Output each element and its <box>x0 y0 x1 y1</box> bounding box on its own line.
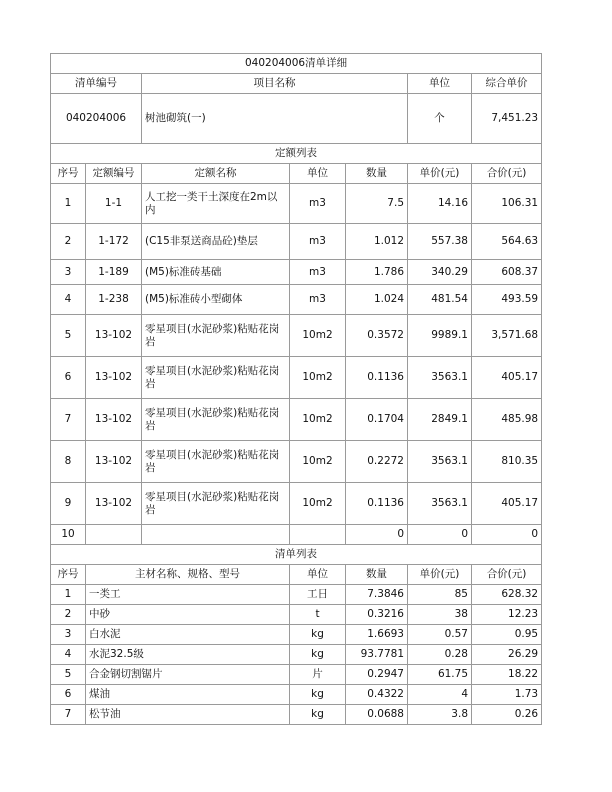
quota-total: 608.37 <box>472 260 542 285</box>
quota-no: 7 <box>51 399 86 441</box>
quota-row <box>51 224 542 260</box>
quota-total: 564.63 <box>472 224 542 260</box>
material-no: 7 <box>51 705 86 725</box>
quota-row <box>51 441 542 483</box>
material-unit-price: 3.8 <box>408 705 472 725</box>
quota-unit: 10m2 <box>290 441 346 483</box>
material-header-cell: 序号 <box>51 565 86 585</box>
material-unit: 片 <box>290 665 346 685</box>
material-header-cell: 单价(元) <box>408 565 472 585</box>
quota-qty: 1.786 <box>346 260 408 285</box>
quota-unit: m3 <box>290 285 346 315</box>
quota-total: 3,571.68 <box>472 315 542 357</box>
quota-row <box>51 399 542 441</box>
quota-no: 5 <box>51 315 86 357</box>
quota-code: 13-102 <box>86 483 142 525</box>
quota-header-row <box>51 164 542 184</box>
quota-name: 人工挖一类干土深度在2m以内 <box>142 184 290 224</box>
material-unit: kg <box>290 625 346 645</box>
quota-no: 8 <box>51 441 86 483</box>
quota-unit-price: 2849.1 <box>408 399 472 441</box>
quota-header-cell: 数量 <box>346 164 408 184</box>
material-qty: 0.3216 <box>346 605 408 625</box>
quota-code: 1-1 <box>86 184 142 224</box>
material-qty: 93.7781 <box>346 645 408 665</box>
quota-qty: 0.1704 <box>346 399 408 441</box>
bill-name-header: 项目名称 <box>142 74 408 94</box>
material-header-cell: 单位 <box>290 565 346 585</box>
quota-no: 6 <box>51 357 86 399</box>
quota-unit-price: 3563.1 <box>408 357 472 399</box>
quota-unit: m3 <box>290 184 346 224</box>
material-unit: t <box>290 605 346 625</box>
quota-row <box>51 483 542 525</box>
quota-no: 10 <box>51 525 86 545</box>
quota-code: 13-102 <box>86 315 142 357</box>
material-no: 2 <box>51 605 86 625</box>
table-body <box>51 54 542 725</box>
quota-name: 零星项目(水泥砂浆)粘贴花岗岩 <box>142 483 290 525</box>
material-name: 中砂 <box>86 605 290 625</box>
quota-unit-price: 3563.1 <box>408 441 472 483</box>
quota-header-cell: 单价(元) <box>408 164 472 184</box>
material-qty: 0.0688 <box>346 705 408 725</box>
quota-unit-price: 3563.1 <box>408 483 472 525</box>
material-qty: 0.2947 <box>346 665 408 685</box>
material-header-cell: 数量 <box>346 565 408 585</box>
bill-code-header: 清单编号 <box>51 74 142 94</box>
quota-row <box>51 184 542 224</box>
quota-unit: 10m2 <box>290 315 346 357</box>
material-name: 水泥32.5级 <box>86 645 290 665</box>
quota-total: 106.31 <box>472 184 542 224</box>
quota-unit-price: 14.16 <box>408 184 472 224</box>
quota-qty: 0.2272 <box>346 441 408 483</box>
quota-unit <box>290 525 346 545</box>
quota-total: 405.17 <box>472 483 542 525</box>
quota-header-cell: 单位 <box>290 164 346 184</box>
quota-unit-price: 9989.1 <box>408 315 472 357</box>
material-no: 5 <box>51 665 86 685</box>
material-row <box>51 645 542 665</box>
quota-unit-price: 481.54 <box>408 285 472 315</box>
quota-code: 13-102 <box>86 399 142 441</box>
material-unit: kg <box>290 645 346 665</box>
quota-name: (M5)标准砖基础 <box>142 260 290 285</box>
material-row <box>51 625 542 645</box>
quota-name: 零星项目(水泥砂浆)粘贴花岗岩 <box>142 357 290 399</box>
material-total: 18.22 <box>472 665 542 685</box>
material-header-row <box>51 565 542 585</box>
quota-code <box>86 525 142 545</box>
quota-total: 405.17 <box>472 357 542 399</box>
material-section-title: 清单列表 <box>51 545 542 565</box>
quota-no: 4 <box>51 285 86 315</box>
quota-row <box>51 525 542 545</box>
quota-row <box>51 357 542 399</box>
material-unit-price: 38 <box>408 605 472 625</box>
material-name: 白水泥 <box>86 625 290 645</box>
quota-unit: m3 <box>290 260 346 285</box>
quota-no: 2 <box>51 224 86 260</box>
material-name: 一类工 <box>86 585 290 605</box>
material-total: 0.95 <box>472 625 542 645</box>
material-no: 4 <box>51 645 86 665</box>
material-unit: kg <box>290 685 346 705</box>
quota-section-title: 定额列表 <box>51 144 542 164</box>
quota-name <box>142 525 290 545</box>
material-header-cell: 主材名称、规格、型号 <box>86 565 290 585</box>
quota-no: 3 <box>51 260 86 285</box>
quota-section-row <box>51 144 542 164</box>
quota-total: 810.35 <box>472 441 542 483</box>
quota-name: (C15非泵送商品砼)垫层 <box>142 224 290 260</box>
bill-detail-table <box>50 53 542 725</box>
quota-code: 1-189 <box>86 260 142 285</box>
material-qty: 0.4322 <box>346 685 408 705</box>
quota-code: 1-238 <box>86 285 142 315</box>
material-name: 松节油 <box>86 705 290 725</box>
material-row <box>51 605 542 625</box>
material-unit-price: 61.75 <box>408 665 472 685</box>
material-no: 6 <box>51 685 86 705</box>
quota-unit: 10m2 <box>290 357 346 399</box>
material-total: 1.73 <box>472 685 542 705</box>
material-qty: 1.6693 <box>346 625 408 645</box>
quota-total: 485.98 <box>472 399 542 441</box>
bill-price-header: 综合单价 <box>472 74 542 94</box>
title-row <box>51 54 542 74</box>
material-no: 1 <box>51 585 86 605</box>
quota-unit: m3 <box>290 224 346 260</box>
material-name: 煤油 <box>86 685 290 705</box>
bill-header-row <box>51 74 542 94</box>
bill-unit-header: 单位 <box>408 74 472 94</box>
material-row <box>51 585 542 605</box>
material-unit-price: 85 <box>408 585 472 605</box>
quota-header-cell: 合价(元) <box>472 164 542 184</box>
material-total: 26.29 <box>472 645 542 665</box>
quota-unit-price: 340.29 <box>408 260 472 285</box>
material-qty: 7.3846 <box>346 585 408 605</box>
quota-qty: 1.024 <box>346 285 408 315</box>
quota-total: 493.59 <box>472 285 542 315</box>
material-header-cell: 合价(元) <box>472 565 542 585</box>
material-section-row <box>51 545 542 565</box>
quota-qty: 0 <box>346 525 408 545</box>
quota-row <box>51 315 542 357</box>
quota-qty: 0.1136 <box>346 483 408 525</box>
quota-code: 13-102 <box>86 357 142 399</box>
quota-unit: 10m2 <box>290 399 346 441</box>
quota-row <box>51 260 542 285</box>
bill-price: 7,451.23 <box>472 94 542 144</box>
bill-unit: 个 <box>408 94 472 144</box>
quota-qty: 0.3572 <box>346 315 408 357</box>
quota-name: 零星项目(水泥砂浆)粘贴花岗岩 <box>142 399 290 441</box>
quota-no: 1 <box>51 184 86 224</box>
quota-qty: 0.1136 <box>346 357 408 399</box>
quota-header-cell: 定额名称 <box>142 164 290 184</box>
quota-code: 13-102 <box>86 441 142 483</box>
material-unit: kg <box>290 705 346 725</box>
quota-total: 0 <box>472 525 542 545</box>
quota-no: 9 <box>51 483 86 525</box>
quota-qty: 1.012 <box>346 224 408 260</box>
material-total: 12.23 <box>472 605 542 625</box>
quota-code: 1-172 <box>86 224 142 260</box>
quota-name: 零星项目(水泥砂浆)粘贴花岗岩 <box>142 315 290 357</box>
quota-unit-price: 0 <box>408 525 472 545</box>
material-name: 合金钢切割锯片 <box>86 665 290 685</box>
material-row <box>51 665 542 685</box>
material-row <box>51 705 542 725</box>
material-total: 0.26 <box>472 705 542 725</box>
quota-qty: 7.5 <box>346 184 408 224</box>
quota-row <box>51 285 542 315</box>
bill-code: 040204006 <box>51 94 142 144</box>
material-no: 3 <box>51 625 86 645</box>
material-unit-price: 0.28 <box>408 645 472 665</box>
quota-unit-price: 557.38 <box>408 224 472 260</box>
quota-name: (M5)标准砖小型砌体 <box>142 285 290 315</box>
material-row <box>51 685 542 705</box>
material-unit-price: 0.57 <box>408 625 472 645</box>
bill-item-row <box>51 94 542 144</box>
material-total: 628.32 <box>472 585 542 605</box>
bill-name: 树池砌筑(一) <box>142 94 408 144</box>
material-unit-price: 4 <box>408 685 472 705</box>
quota-header-cell: 序号 <box>51 164 86 184</box>
page-title: 040204006清单详细 <box>51 54 542 74</box>
quota-header-cell: 定额编号 <box>86 164 142 184</box>
quota-name: 零星项目(水泥砂浆)粘贴花岗岩 <box>142 441 290 483</box>
material-unit: 工日 <box>290 585 346 605</box>
quota-unit: 10m2 <box>290 483 346 525</box>
